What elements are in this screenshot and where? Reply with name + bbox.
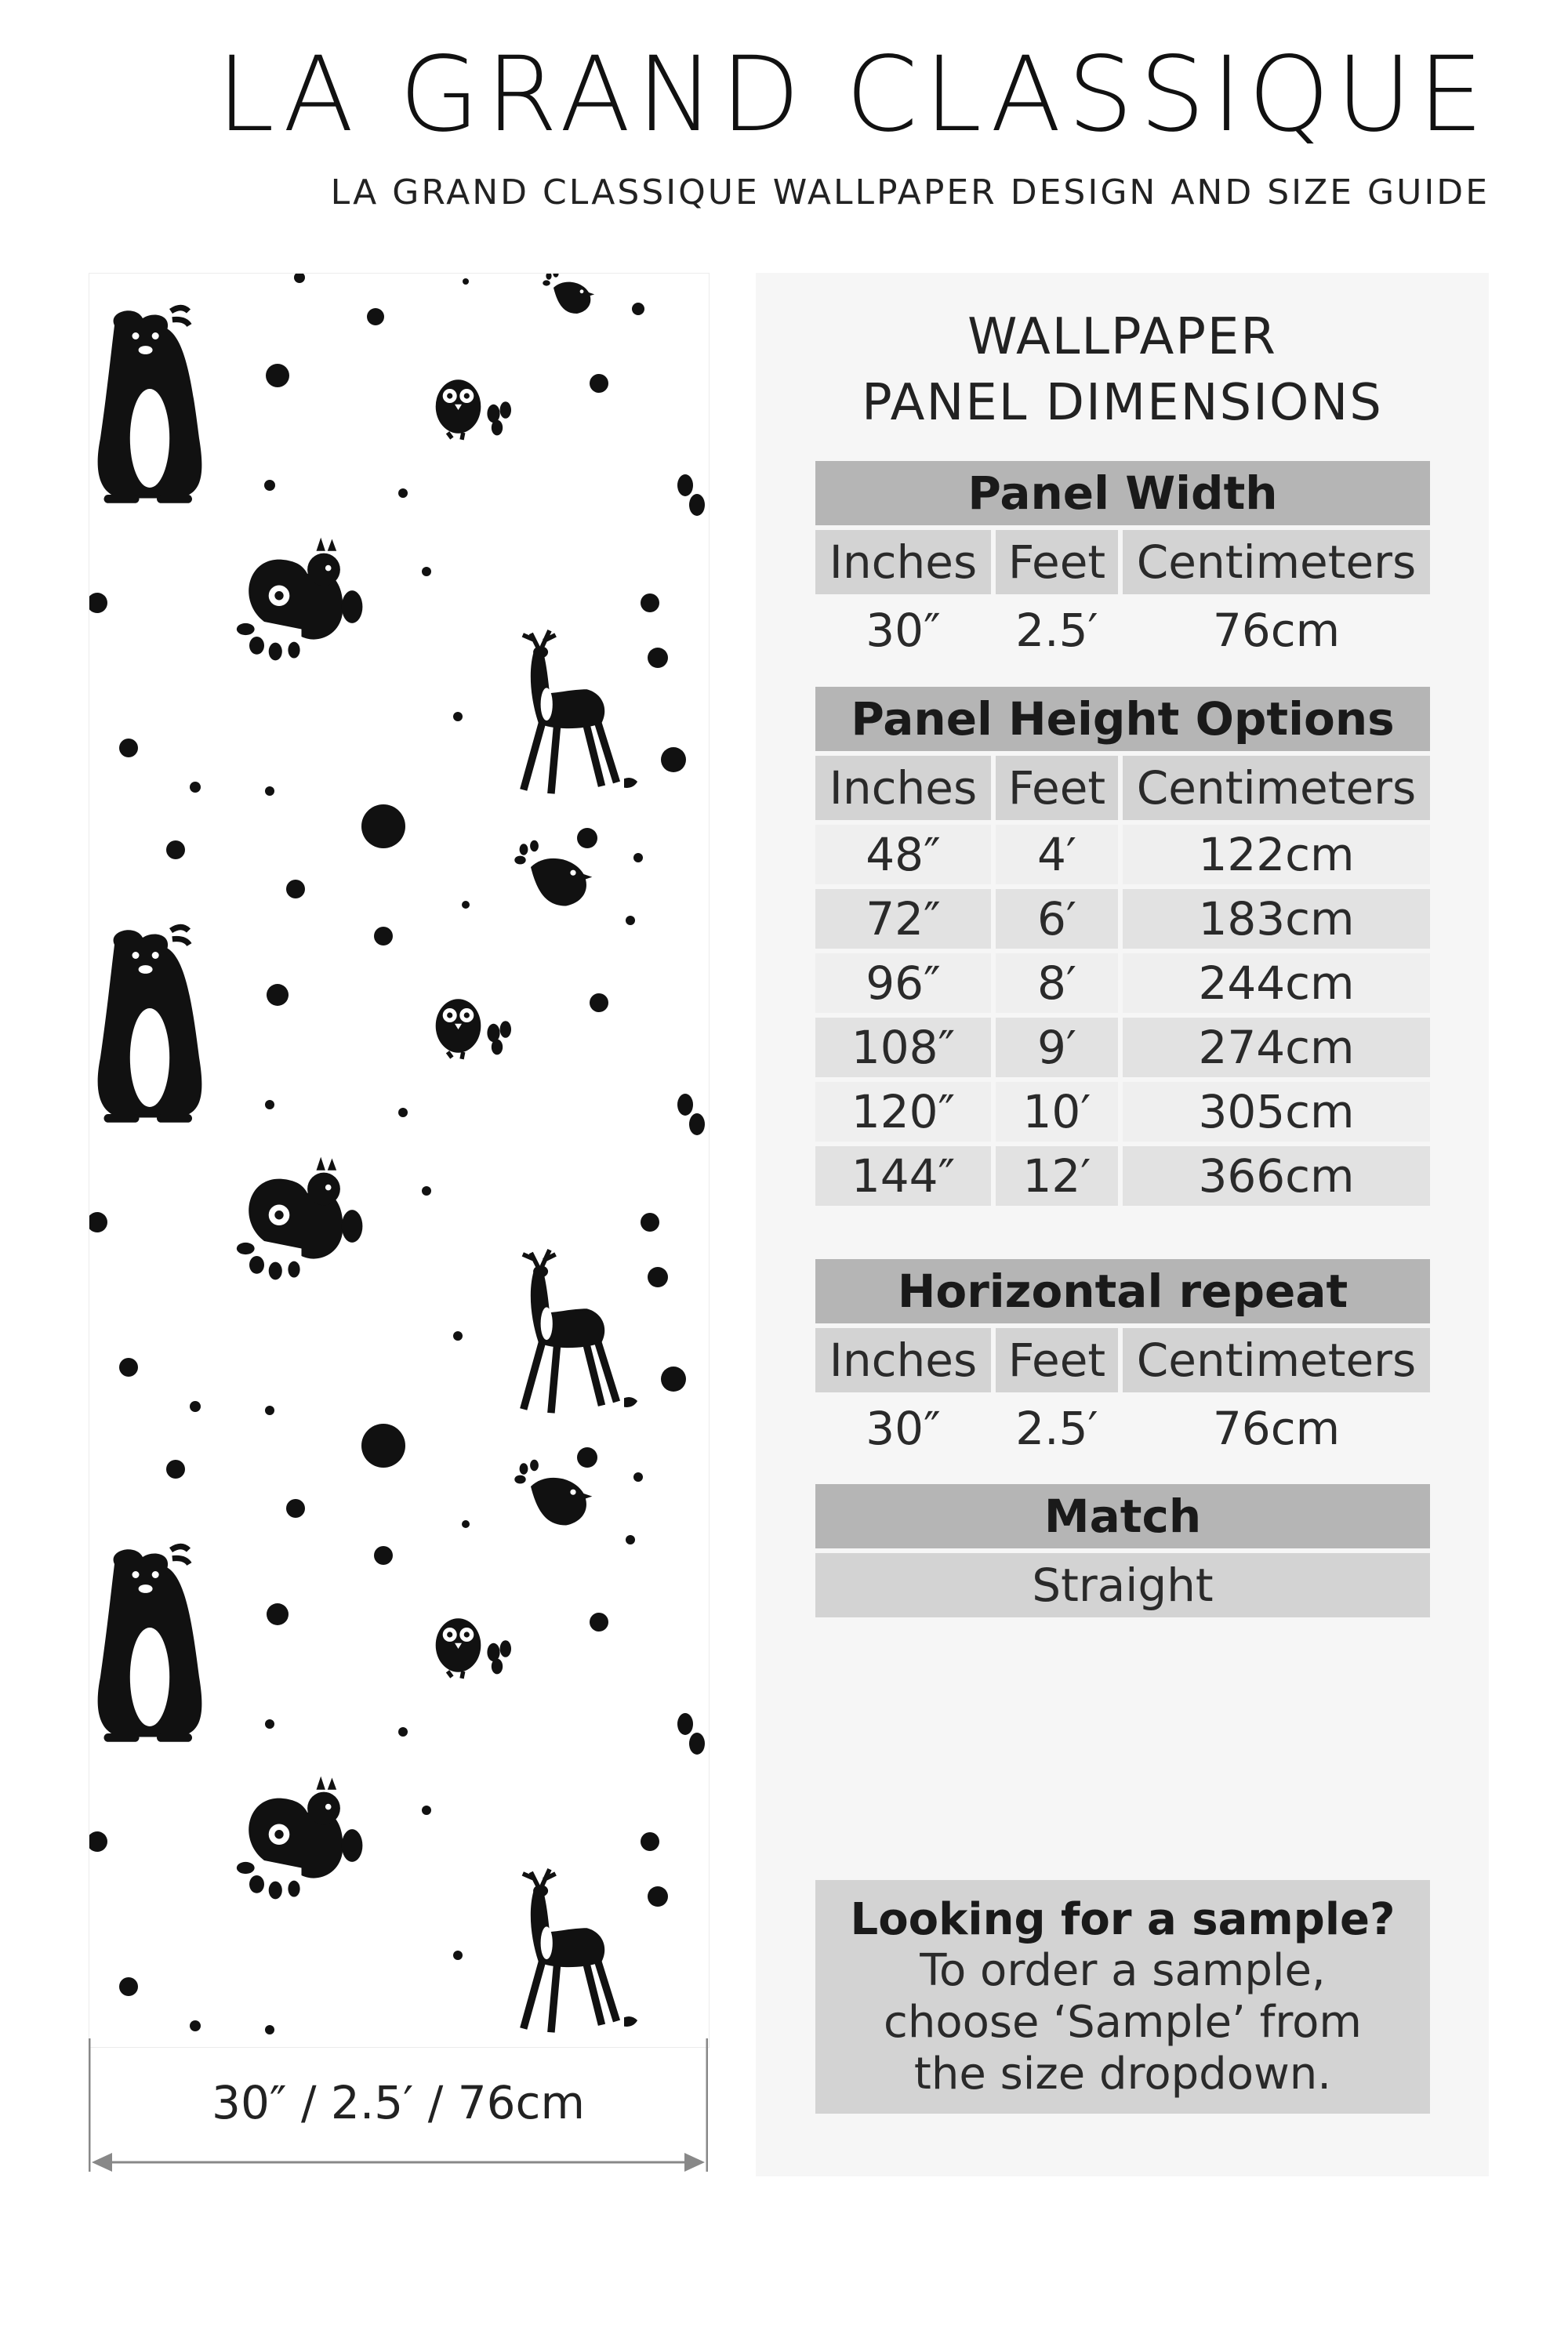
- match-heading: Match: [815, 1484, 1430, 1548]
- value-inches: 120″: [815, 1082, 991, 1142]
- col-inches: Inches: [815, 530, 991, 594]
- value-feet: 12′: [996, 1146, 1118, 1206]
- height-option-row: [815, 953, 1430, 1018]
- height-option-row: [815, 825, 1430, 889]
- spec-title: [756, 304, 1489, 436]
- panel-width-label: 30″ / 2.5′ / 76cm: [212, 2076, 585, 2129]
- value-inches: 72″: [815, 889, 991, 949]
- page-subtitle: LA GRAND CLASSIQUE WALLPAPER DESIGN AND SIZE GUIDE: [330, 172, 1490, 212]
- pattern-repeat-3: [98, 1547, 637, 2033]
- pattern-dots: [89, 274, 705, 2034]
- value-feet: 8′: [996, 953, 1118, 1013]
- col-inches: Inches: [815, 1328, 991, 1392]
- value-feet: 9′: [996, 1018, 1118, 1077]
- col-feet: Feet: [996, 1328, 1118, 1392]
- value-cm: 305cm: [1123, 1082, 1430, 1142]
- brand-title: LA GRAND CLASSIQUE: [216, 34, 1490, 155]
- col-feet: Feet: [996, 530, 1118, 594]
- panel-width-row: [815, 599, 1430, 662]
- value-inches: 48″: [815, 825, 991, 884]
- value-inches: 108″: [815, 1018, 991, 1077]
- value-cm: 76cm: [1212, 1402, 1341, 1455]
- value-inches: 30″: [866, 1402, 941, 1455]
- height-option-row: [815, 889, 1430, 953]
- panel-height-heading: Panel Height Options: [815, 687, 1430, 751]
- spec-title-line2: PANEL DIMENSIONS: [862, 374, 1383, 432]
- spec-card: [756, 273, 1489, 2176]
- col-cm: Centimeters: [1123, 756, 1430, 820]
- horizontal-repeat-row: [815, 1397, 1430, 1460]
- value-feet: 2.5′: [1015, 1402, 1098, 1455]
- sample-heading: Looking for a sample?: [850, 1894, 1396, 1945]
- match-value: Straight: [815, 1553, 1430, 1617]
- horizontal-repeat-heading: Horizontal repeat: [815, 1259, 1430, 1323]
- column-header-row: [815, 756, 1430, 825]
- sample-line-2: choose ‘Sample’ from: [884, 1997, 1362, 2048]
- pattern-repeat-1: [98, 274, 637, 906]
- value-inches: 30″: [866, 604, 941, 657]
- col-cm: Centimeters: [1123, 1328, 1430, 1392]
- value-cm: 122cm: [1123, 825, 1430, 884]
- wallpaper-panel-preview: [89, 273, 710, 2048]
- sample-callout: [815, 1880, 1430, 2114]
- sample-line-1: To order a sample,: [920, 1945, 1326, 1996]
- col-feet: Feet: [996, 756, 1118, 820]
- value-cm: 244cm: [1123, 953, 1430, 1013]
- value-cm: 366cm: [1123, 1146, 1430, 1206]
- value-cm: 274cm: [1123, 1018, 1430, 1077]
- height-option-row: [815, 1146, 1430, 1210]
- value-feet: 4′: [996, 825, 1118, 884]
- height-option-row: [815, 1018, 1430, 1082]
- panel-height-table: [815, 687, 1430, 1210]
- value-feet: 6′: [996, 889, 1118, 949]
- sample-line-3: the size dropdown.: [913, 2049, 1332, 2100]
- match-table: [815, 1484, 1430, 1617]
- column-header-row: [815, 530, 1430, 599]
- value-feet: 10′: [996, 1082, 1118, 1142]
- value-feet: 2.5′: [1015, 604, 1098, 657]
- value-cm: 76cm: [1212, 604, 1341, 657]
- panel-width-heading: Panel Width: [815, 461, 1430, 525]
- value-inches: 144″: [815, 1146, 991, 1206]
- horizontal-repeat-table: [815, 1259, 1430, 1460]
- value-cm: 183cm: [1123, 889, 1430, 949]
- spec-title-line1: WALLPAPER: [967, 308, 1277, 366]
- value-inches: 96″: [815, 953, 991, 1013]
- height-option-row: [815, 1082, 1430, 1146]
- column-header-row: [815, 1328, 1430, 1397]
- panel-width-table: [815, 461, 1430, 662]
- col-cm: Centimeters: [1123, 530, 1430, 594]
- col-inches: Inches: [815, 756, 991, 820]
